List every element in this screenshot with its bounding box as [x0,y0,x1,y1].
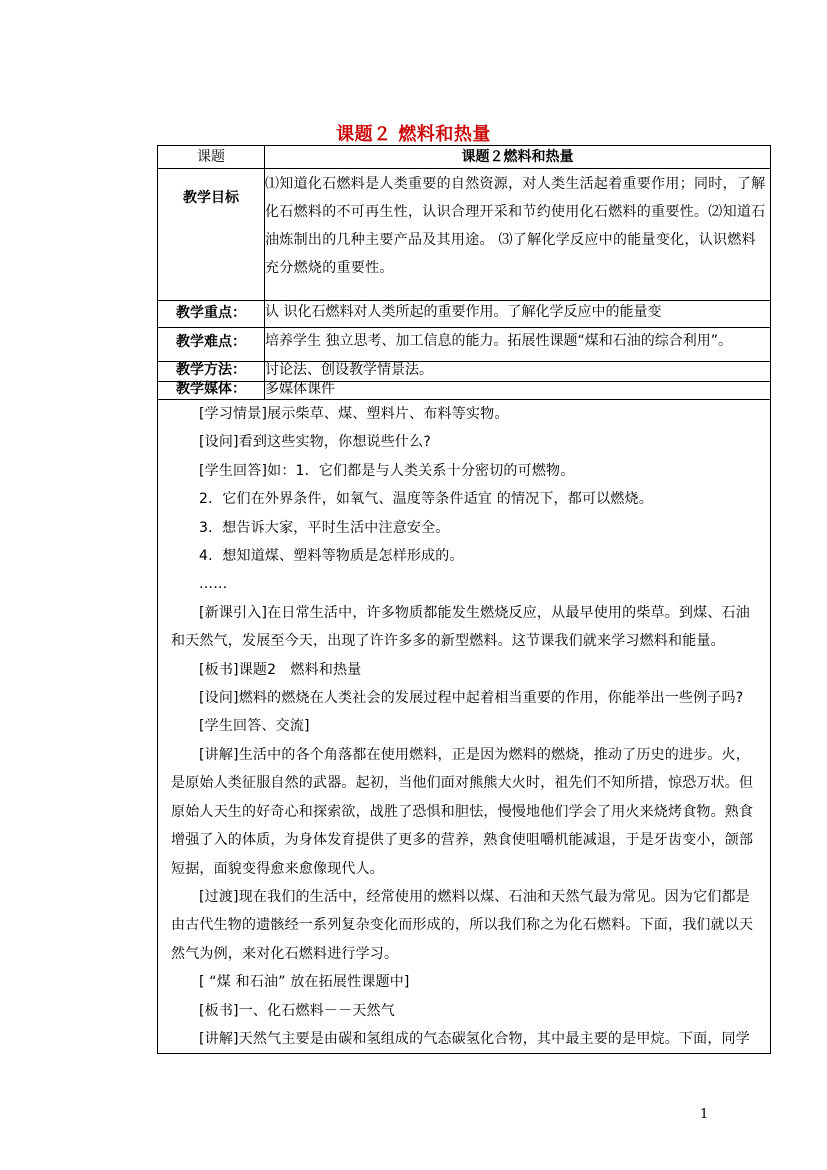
lesson-paragraph: …… [199,576,228,593]
lesson-paragraph: [讲解]生活中的各个角落都在使用燃料，正是因为燃料的燃烧，推动了历史的进步。火，是原始人类征服自然的武器。起初，当他们面对熊熊大火时，祖先们不知所措，惊恐万状。但原始人天生的好奇心和探索欲，战胜了恐惧和胆怯，慢慢地他们学会了用火来烧烤食物。熟食增强了入的体质，为身体发育提供了更多的营养，熟食使咀嚼机能减退，于是牙齿变小，颌部短据，面貌变得愈来愈像现代人。 [171,746,754,877]
lesson-paragraph: [讲解]天然气主要是由碳和氢组成的气态碳氢化合物，其中最主要的是甲烷。下面，同学 [199,1030,750,1047]
lesson-plan-table [157,145,771,1054]
teaching-difficulty: 培养学生 独立思考、加工信息的能力。拓展性课题“煤和石油的综合利用”。 [265,328,771,362]
table-row [158,146,771,169]
teaching-goals: ⑴知道化石燃料是人类重要的自然资源，对人类生活起着重要作用；同时，了解化石燃料的不可再生性，认识合理开采和节约使用化石燃料的重要性。⑵知道石油炼制出的几种主要产品及其用途。 ⑶了解化学反应中的能量变化，认识燃料充分燃烧的重要性。 [265,169,771,301]
lesson-paragraph: [学习情景]展示柴草、煤、塑料片、布料等实物。 [199,406,509,422]
lesson-paragraph: [学生回答、交流] [199,718,310,735]
row-label: 教学方法： [158,362,265,382]
table-row [158,382,771,400]
lesson-paragraph: [学生回答]如：1．它们都是与人类关系十分密切的可燃物。 [199,462,575,479]
row-label: 教学重点： [158,301,265,328]
row-label: 教学目标 [158,169,265,301]
teaching-media: 多媒体课件 [265,382,771,400]
lesson-body [158,400,771,1054]
row-label: 课题 [158,146,265,169]
subject-title: 课题２燃料和热量 [265,146,771,169]
row-label: 教学难点： [158,328,265,362]
teaching-method: 讨论法、创设教学情景法。 [265,362,771,382]
lesson-paragraph: 4．想知道煤、塑料等物质是怎样形成的。 [199,548,464,565]
table-row [158,328,771,362]
lesson-paragraph: [ “煤 和石油” 放在拓展性课题中] [199,974,410,991]
lesson-paragraph: [新课引入]在日常生活中，许多物质都能发生燃烧反应，从最早使用的柴草。到煤、石油和天然气，发展至今天，出现了许许多多的新型燃料。这节课我们就来学习燃料和能量。 [171,604,750,650]
lesson-paragraph: [设问]燃料的燃烧在人类社会的发展过程中起着相当重要的作用，你能举出一些例子吗? [199,690,744,707]
page-number: 1 [700,1107,709,1122]
table-row [158,169,771,301]
lesson-paragraph: 3．想告诉大家，平时生活中注意安全。 [199,519,450,536]
table-row [158,301,771,328]
table-row [158,400,771,1054]
teaching-focus: 认 识化石燃料对人类所起的重要作用。了解化学反应中的能量变 [265,301,771,328]
document-title: 课题２ 燃料和热量 [336,124,491,145]
table-row [158,362,771,382]
lesson-paragraph: [板书]课题2 燃料和热量 [199,661,362,678]
lesson-paragraph: [设问]看到这些实物，你想说些什么? [199,434,431,451]
lesson-paragraph: 2．它们在外界条件，如氧气、温度等条件适宜 的情况下，都可以燃烧。 [199,491,653,508]
row-label: 教学媒体： [158,382,265,400]
lesson-paragraph: [板书]一、化石燃料－－天然气 [199,1002,395,1019]
lesson-paragraph: [过渡]现在我们的生活中，经常使用的燃料以煤、石油和天然气最为常见。因为它们都是由古代生物的遗骸经一系列复杂变化而形成的，所以我们称之为化石燃料。下面，我们就以天然气为例，来对化石燃料进行学习。 [171,888,754,962]
